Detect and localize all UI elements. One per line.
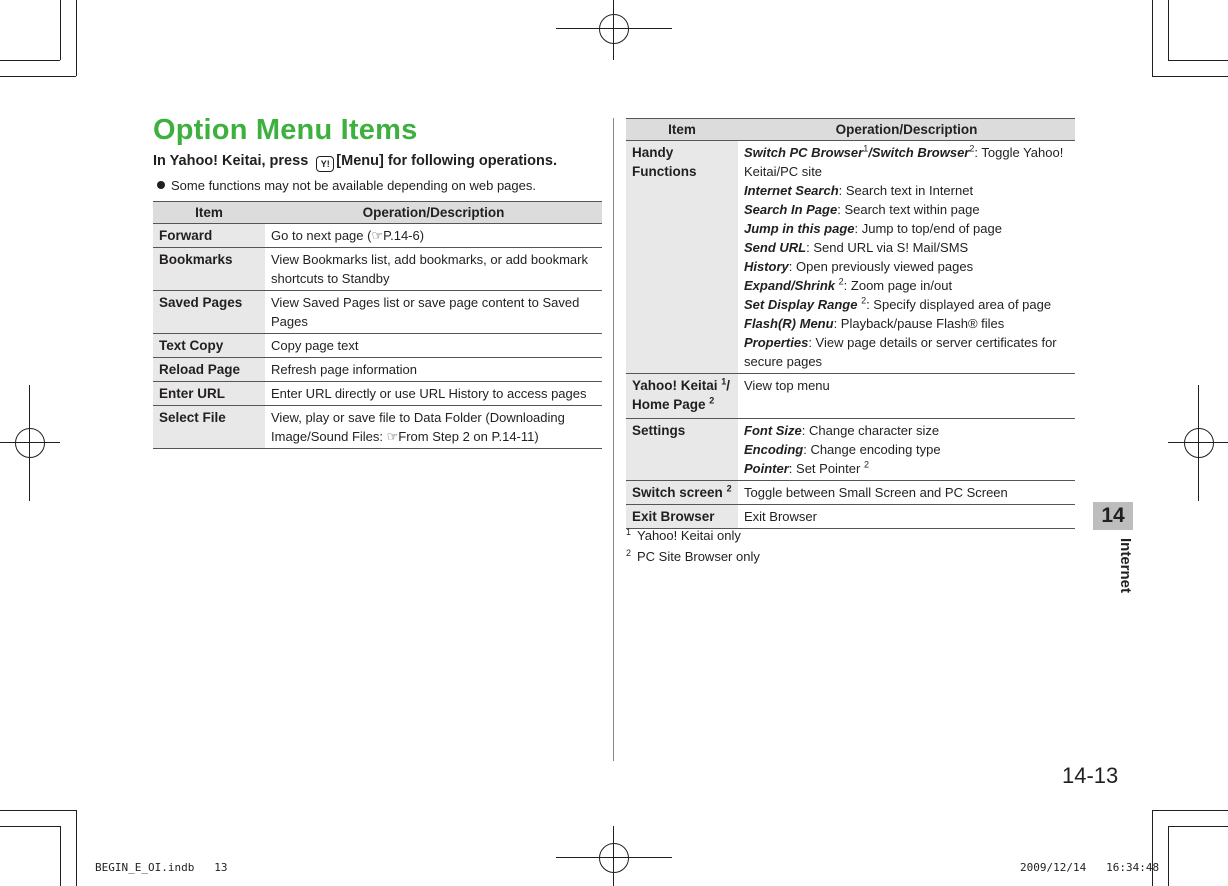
- print-slug-date: 2009/12/14 16:34:48: [1020, 861, 1160, 874]
- page-number: 14-13: [1062, 763, 1119, 788]
- description-line: History: Open previously viewed pages: [744, 259, 974, 274]
- row-description: Copy page text: [265, 334, 602, 358]
- column-divider: [613, 118, 614, 761]
- row-item: Forward: [153, 224, 265, 248]
- table-row: [153, 224, 602, 248]
- row-description: View, play or save file to Data Folder (Downloading Image/Sound Files: ☞From Step 2 on P.14-11): [265, 406, 602, 449]
- table-row: [153, 406, 602, 449]
- description-line: Properties: View page details or server certificates for secure pages: [744, 335, 1057, 369]
- description-line: Switch PC Browser$^1$/Switch Browser$^2$: Toggle Yahoo! Keitai/PC site: [744, 143, 1064, 179]
- header-item: Item: [153, 202, 265, 224]
- row-item-switch-screen: Switch screen $^2$: [626, 481, 738, 505]
- row-description: View Bookmarks list, add bookmarks, or add bookmark shortcuts to Standby: [265, 248, 602, 291]
- table-row: [153, 248, 602, 291]
- row-item: Saved Pages: [153, 291, 265, 334]
- description-line: Jump in this page: Jump to top/end of page: [744, 221, 1002, 236]
- row-item: Bookmarks: [153, 248, 265, 291]
- table-row: [153, 358, 602, 382]
- description-line: Flash(R) Menu: Playback/pause Flash® files: [744, 316, 1005, 331]
- footnote: $^1$ Yahoo! Keitai only: [626, 526, 741, 543]
- table-row: [626, 481, 1075, 505]
- table-row: [626, 374, 1075, 419]
- row-description: [738, 419, 1075, 481]
- table-row: [626, 419, 1075, 481]
- row-item-handy-functions: Handy Functions: [626, 141, 738, 374]
- row-description: View Saved Pages list or save page content to Saved Pages: [265, 291, 602, 334]
- row-item: Select File: [153, 406, 265, 449]
- table-row: [153, 334, 602, 358]
- description-line: Font Size: Change character size: [744, 423, 940, 438]
- row-item: Enter URL: [153, 382, 265, 406]
- table-row: [153, 291, 602, 334]
- row-item: Text Copy: [153, 334, 265, 358]
- yahoo-key-icon: Y!: [316, 156, 334, 172]
- header-description: Operation/Description: [738, 119, 1075, 141]
- header-description: Operation/Description: [265, 202, 602, 224]
- description-line: Pointer: Set Pointer $^2$: [744, 459, 869, 476]
- table-row: [153, 382, 602, 406]
- footnote: $^2$ PC Site Browser only: [626, 547, 760, 564]
- row-description: View top menu: [738, 374, 1075, 419]
- row-description: Toggle between Small Screen and PC Screen: [738, 481, 1075, 505]
- footnotes: [626, 525, 760, 567]
- row-item: Reload Page: [153, 358, 265, 382]
- table-header: [626, 119, 1075, 141]
- description-line: Encoding: Change encoding type: [744, 442, 941, 457]
- header-item: Item: [626, 119, 738, 141]
- row-description: Enter URL directly or use URL History to access pages: [265, 382, 602, 406]
- row-item-settings: Settings: [626, 419, 738, 481]
- right-option-table: [626, 118, 1075, 529]
- row-description: Exit Browser: [738, 505, 1075, 529]
- row-item-exit-browser: Exit Browser: [626, 505, 738, 529]
- row-description: Refresh page information: [265, 358, 602, 382]
- chapter-number-tab: 14: [1093, 502, 1133, 530]
- description-line: Expand/Shrink $^2$: Zoom page in/out: [744, 276, 953, 293]
- page-subtitle: In Yahoo! Keitai, press Y! [Menu] for following operations.: [153, 153, 557, 172]
- row-description: Go to next page (☞P.14-6): [265, 224, 602, 248]
- left-option-table: [153, 201, 602, 449]
- description-line: Send URL: Send URL via S! Mail/SMS: [744, 240, 969, 255]
- description-line: Internet Search: Search text in Internet: [744, 183, 974, 198]
- description-line: Set Display Range $^2$: Specify displayed area of page: [744, 295, 1052, 312]
- row-item-yahoo-keitai: Yahoo! Keitai $^1$/ Home Page $^2$: [626, 374, 738, 419]
- description-line: Search In Page: Search text within page: [744, 202, 980, 217]
- print-slug-file: BEGIN_E_OI.indb 13: [95, 861, 228, 874]
- table-row: [626, 141, 1075, 374]
- chapter-label: Internet: [1117, 538, 1134, 594]
- page-title: Option Menu Items: [153, 114, 418, 146]
- row-description: [738, 141, 1075, 374]
- table-header: [153, 202, 602, 224]
- note: Some functions may not be available depending on web pages.: [157, 178, 536, 193]
- bullet-icon: [157, 181, 165, 189]
